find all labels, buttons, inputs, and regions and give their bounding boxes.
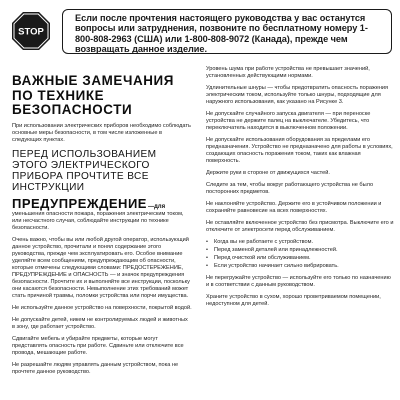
stop-sign-icon	[11, 11, 51, 51]
bullet-item	[206, 263, 394, 270]
bullet-text: Перед заменой деталей или принадлежностей.	[214, 247, 338, 253]
bullet-item	[206, 247, 394, 254]
right-paragraph: Храните устройство в сухом, хорошо проветриваемом помещении, недоступном для детей.	[206, 294, 381, 307]
bullet-item	[206, 239, 394, 246]
bullet-icon: •	[206, 239, 208, 245]
bullet-icon: •	[206, 255, 208, 261]
right-paragraph: Уровень шума при работе устройства не превышает значений, установленных действующими нормами.	[206, 66, 370, 79]
bullet-text: Перед очисткой или обслуживанием.	[214, 255, 311, 261]
warning-body: уменьшения опасности пожара, поражения электрическим током, или несчастного случая, соблюдайте инструкции по технике безопасности.	[12, 211, 184, 232]
bullet-list	[206, 239, 394, 270]
bullet-icon: •	[206, 263, 208, 269]
read-instructions-heading: ПЕРЕД ИСПОЛЬЗОВАНИЕМ ЭТОГО ЭЛЕКТРИЧЕСКОГО ПРИБОРА ПРОЧТИТЕ ВСЕ ИНСТРУКЦИИ	[12, 148, 157, 193]
warning-heading	[12, 197, 192, 211]
safety-title: ВАЖНЫЕ ЗАМЕЧАНИЯ ПО ТЕХНИКЕ БЕЗОПАСНОСТИ	[12, 73, 174, 118]
left-paragraph: Сдвигайте мебель и убирайте предметы, которые могут представлять опасность при работе. Сдвиньте или отключите все провода, мешающие работе.	[12, 336, 184, 357]
bullet-text: Когда вы не работаете с устройством.	[214, 239, 314, 245]
right-paragraph: Удлинительные шнуры — чтобы предотвратить опасность поражения электрическим током, используйте только шнуры, подходящие для наружного использования, как указано на Рисунке 3.	[206, 85, 389, 105]
right-paragraph: Не оставляйте включенное устройство без присмотра. Выключите его и отключите от электросети перед обслуживанием.	[206, 220, 394, 233]
right-column	[206, 66, 394, 400]
left-paragraph: Не разрешайте людям управлять данным устройством, пока не прочтете данное руководство.	[12, 362, 179, 376]
right-paragraph: Не перегружайте устройство — используйте его только по назначению и в соответствии с данным руководством.	[206, 275, 391, 288]
contact-notice-box	[62, 9, 392, 54]
stop-sign-label: STOP	[18, 26, 44, 38]
warning-suffix: —для	[147, 204, 166, 211]
bullet-icon: •	[206, 247, 208, 253]
right-paragraph: Не допускайте случайного запуска двигателя — при переноске устройства не держите палец на выключателе. Убедитесь, что переключатель находится в выключенном положении.	[206, 111, 371, 131]
bullet-item	[206, 255, 394, 262]
right-paragraph: Не наклоняйте устройство. Держите его в устойчивом положении и сохраняйте равновесие на всех поверхностях.	[206, 201, 382, 214]
right-paragraph: Следите за тем, чтобы вокруг работающего устройства не было посторонних предметов.	[206, 182, 374, 195]
safety-intro: При использовании электрических приборов необходимо соблюдать основные меры безопасности, в том числе изложенные в следующих пунктах.	[12, 122, 191, 143]
left-paragraph: Не используйте данное устройство на поверхности, покрытой водой.	[12, 305, 192, 312]
bullet-text: Если устройство начинает сильно вибрировать.	[214, 263, 339, 269]
right-paragraph: Не допускайте использования оборудования за пределами его предназначения. Устройство не предназначено для работы в условиях, создающих опасность поражения током, таких как влажная поверхность.	[206, 137, 393, 164]
warning-title: ПРЕДУПРЕЖДЕНИЕ	[12, 196, 147, 212]
left-column	[12, 66, 192, 400]
left-paragraph: Не допускайте детей, никем не контролируемых людей и животных в зону, где работает устройство.	[12, 317, 188, 331]
right-paragraph: Держите руки в стороне от движущихся частей.	[206, 170, 330, 176]
left-paragraph: Очень важно, чтобы вы или любой другой оператор, использующий данное устройство, прочитали и понял содержание этого руководства, прежде чем эксплуатировать его. Особое внимание уделяйте всем сообщениям, предупреждающим об опасности, которые отмечены следующими словами: ПРЕДОСТЕРЕЖЕНИЕ, ПРЕДУПРЕЖДЕНИЕ и ОПАСНОСТЬ — и значок предупреждения безопасности. Прочтите их и выполняйте все инструкции, поскольку они касаются безопасности. Невыполнение этих требований может стать причиной травмы, поломки устройства или порчи имущества.	[12, 237, 190, 300]
contact-notice-text: Если после прочтения настоящего руководства у вас останутся вопросы или затруднения, позвоните по бесплатному номеру 1-800-808-2963 (США) или 1-800-808-9072 (Канада), прежде чем возвращать данное изделие.	[75, 13, 368, 55]
